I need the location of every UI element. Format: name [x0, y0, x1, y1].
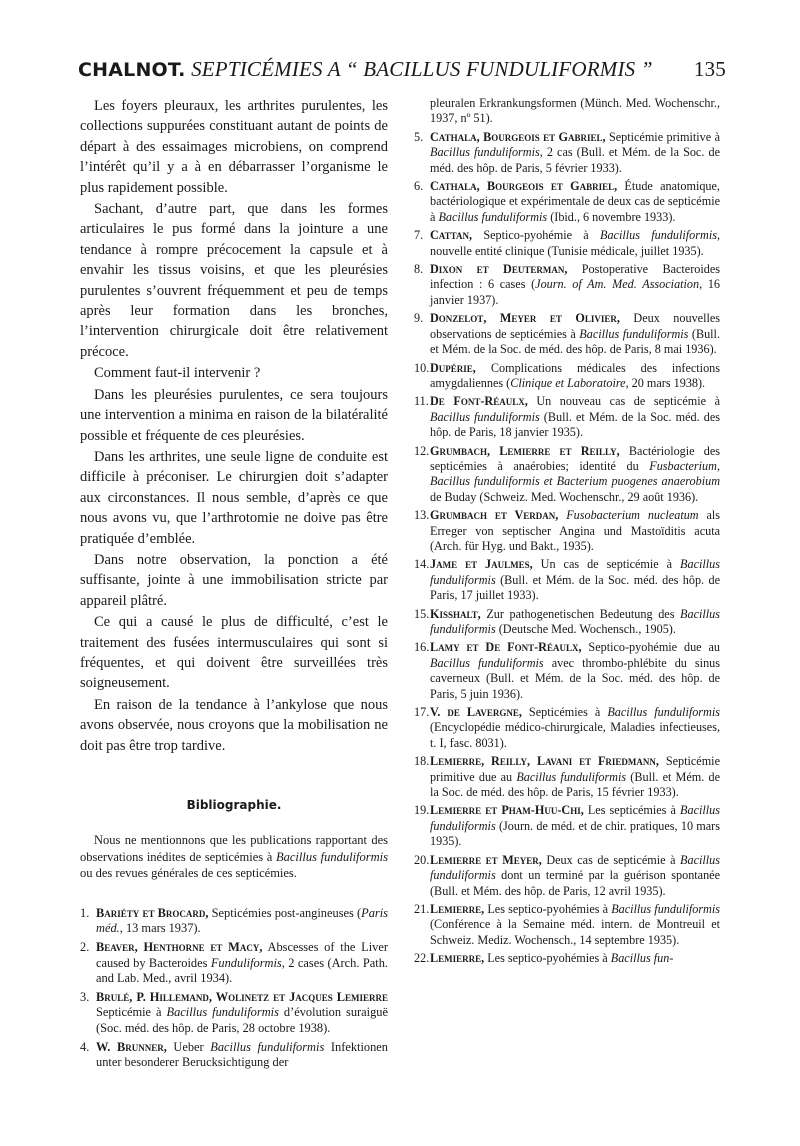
- reference-authors: Lemierre et Pham-Huu-Chi,: [430, 803, 584, 818]
- reference-text: (Bull. et Mém. de la Soc. de méd. des hôp. de Paris, 8 mai 1936).: [430, 326, 720, 357]
- reference-italic: Bacillus funduliformis: [600, 228, 717, 243]
- reference-text: Septicémie à: [96, 1005, 167, 1020]
- reference-item: [414, 444, 720, 506]
- reference-number: 2.: [80, 939, 90, 954]
- reference-text: , nouvelle entité clinique (Tunisie médicale, juillet 1935).: [430, 228, 720, 258]
- reference-authors: Dixon et Deuterman,: [430, 262, 568, 277]
- body-paragraph: Sachant, d’autre part, que dans les formes articulaires le pus formé dans la jointure a une tendance à rompre précocement la capsule et à envahir les tissus voisins, et que les pleurésies purulentes s’ouvrent fréquemment et peu de temps après leur formation dans les bronches, l’intervention chirurgicale doit être relativement précoce.: [80, 201, 388, 360]
- reference-number: 19.: [414, 803, 430, 818]
- reference-list-left: [80, 906, 388, 1071]
- reference-list-right: [414, 130, 720, 967]
- body-paragraph: Dans les pleurésies purulentes, ce sera toujours une intervention a minima en raison de la bilatéralité possible et fréquente de ces pleurésies.: [80, 386, 388, 444]
- reference-text: , 2 cases (Arch. Path. and Lab. Med., avril 1934).: [96, 955, 388, 986]
- reference-italic: Bacillus funduliformis: [607, 705, 720, 720]
- reference-text: , 13 mars 1937).: [119, 921, 201, 936]
- body-text: [80, 96, 388, 756]
- reference-text: Un cas de septicémie à: [532, 557, 681, 572]
- reference-number: 18.: [414, 754, 430, 769]
- reference-item: [414, 361, 720, 392]
- reference-text: Infektionen unter besonderer Berucksichtigung der: [96, 1039, 388, 1070]
- reference-text: Septicémies à: [521, 705, 608, 720]
- running-header: [78, 57, 726, 89]
- reference-text: Les septico-pyohémies à: [484, 951, 611, 966]
- reference-item: [414, 607, 720, 638]
- reference-authors: Cattan,: [430, 228, 473, 243]
- reference-authors: Grumbach et Verdan,: [430, 508, 559, 523]
- reference-italic: Bacillus funduliformis: [430, 655, 544, 670]
- reference-text: Bactériologie des septicémies à anaérobies; identité du: [430, 443, 720, 473]
- reference-text: (Encyclopédie médico-chirurgicale, Maladies infectieuses, t. I, fasc. 8031).: [430, 720, 720, 750]
- reference-number: 1.: [80, 905, 90, 920]
- reference-text: Les septico-pyohémies à: [484, 901, 612, 916]
- bibliography-heading: Bibliographie.: [186, 798, 282, 812]
- reference-number: 21.: [414, 901, 430, 916]
- reference-italic: Journ. of Am. Med. Association: [535, 277, 700, 292]
- reference-italic: Bacillus fun-: [610, 951, 674, 966]
- reference-number: 5.: [414, 129, 424, 144]
- reference-text: Septico-pyohémie à: [472, 228, 601, 243]
- reference-text: als Erreger von septischer Angina und Mastoïditis acuta (Arch. für Hyg. und Bakt., 1935).: [430, 508, 721, 553]
- reference-item: [414, 262, 720, 308]
- reference-italic: Clinique et Laboratoire: [510, 375, 626, 390]
- reference-text: Septicémie primitive due au: [430, 754, 720, 784]
- intro-text: Nous ne mentionnons que les publications rapportant des observations inédites de septicémies à: [80, 833, 388, 864]
- reference-item: [414, 853, 720, 899]
- reference-number: 8.: [414, 262, 424, 277]
- body-paragraph: Dans notre observation, la ponction a été suffisante, jointe à une immobilisation stricte par appareil plâtré.: [80, 551, 388, 609]
- reference-item: [414, 228, 720, 259]
- reference-text: (Deutsche Med. Wochensch., 1905).: [495, 622, 676, 636]
- reference-text: , 16 janvier 1937).: [430, 277, 721, 307]
- reference-authors: Beaver, Henthorne et Macy,: [96, 939, 263, 954]
- reference-authors: Bariéty et Brocard,: [96, 905, 209, 920]
- reference-item: [414, 179, 720, 225]
- reference-italic: Bacillus funduliformis: [430, 803, 720, 833]
- body-paragraph: En raison de la tendance à l’ankylose que nous avons observée, nous croyons que la mobilisation ne doit pas être trop tardive.: [80, 696, 388, 754]
- reference-number: 22.: [414, 951, 430, 966]
- reference-italic: Bacillus funduliformis: [611, 901, 720, 916]
- reference-number: 20.: [414, 852, 430, 867]
- reference-text: avec thrombo-phlébite du sinus caverneux (Bull. et Mém. de la Soc. méd. des hôp. de Paris, 5 juin 1936).: [430, 655, 720, 701]
- reference-text: Postoperative Bacteroides infection : 6 cases (: [430, 262, 720, 292]
- reference-authors: Lemierre,: [430, 951, 485, 966]
- reference-authors: Jame et Jaulmes,: [430, 557, 533, 572]
- reference-item: [414, 640, 720, 702]
- reference-authors: Cathala, Bourgeois et Gabriel,: [430, 129, 606, 144]
- reference-italic: Bacillus funduliformis: [430, 409, 540, 424]
- body-paragraph: Comment faut-il intervenir ?: [94, 365, 261, 382]
- reference-text: Les septicémies à: [583, 803, 681, 818]
- reference-italic: Fusbacterium, Bacillus funduliformis et Bacterium puogenes anaerobium: [430, 458, 720, 489]
- reference-text: [558, 508, 566, 522]
- reference-number: 16.: [414, 640, 430, 655]
- intro-italic: Bacillus funduliformis: [276, 849, 388, 864]
- reference-italic: Bacillus funduliformis: [166, 1005, 279, 1020]
- reference-italic: Bacillus funduliformis: [430, 606, 720, 636]
- reference-text: , 2 cas (Bull. et Mém. de la Soc. de méd. des hôp. de Paris, 5 février 1933).: [430, 145, 720, 175]
- reference-italic: Bacillus funduliformis: [579, 326, 689, 341]
- reference-item: [414, 803, 720, 849]
- reference-italic: Bacillus funduliformis: [430, 145, 540, 160]
- header-author: CHALNOT.: [78, 59, 186, 81]
- reference-text: (Bull. et Mém. de la Soc. de méd. des hôp. de Paris, 15 février 1933).: [430, 769, 720, 800]
- right-column: [414, 96, 720, 970]
- reference-authors: Lemierre et Meyer,: [430, 852, 542, 867]
- body-paragraph: Les foyers pleuraux, les arthrites purulentes, les collections suppurées constituant autant de points de départ à des essaimages microbiens, on comprend l’intérêt qu’il y a à en débarrasser l’organisme le plus rapidement possible.: [80, 98, 388, 196]
- intro-text: ou des revues générales de ces septicémies.: [80, 866, 297, 881]
- reference-number: 9.: [414, 311, 424, 326]
- reference-item: [80, 906, 388, 937]
- reference-number: 13.: [414, 508, 430, 523]
- reference-italic: Bacillus funduliformis: [430, 852, 720, 883]
- reference-authors: Brulé, P. Hillemand, Wolinetz et Jacques Lemierre: [96, 989, 388, 1004]
- reference-italic: Bacillus funduliformis: [430, 557, 720, 587]
- reference-text: Deux nouvelles observations de septicémies à: [430, 311, 721, 341]
- reference-number: 10.: [414, 360, 430, 375]
- reference-text: Zur pathogenetischen Bedeutung des: [480, 606, 681, 621]
- reference-item: [414, 394, 720, 440]
- reference-authors: V. de Lavergne,: [430, 705, 522, 720]
- reference-item: [414, 130, 720, 176]
- reference-number: 6.: [414, 179, 424, 194]
- reference-item: [414, 951, 720, 966]
- reference-text: Septicémies post-angineuses (: [208, 905, 362, 920]
- reference-italic: Fusobacterium nucleatum: [566, 508, 699, 523]
- reference-number: 4.: [80, 1039, 90, 1054]
- body-paragraph: Ce qui a causé le plus de difficulté, c’est le traitement des fusées intermusculaires qui sont si fréquentes, et qui doivent être surveillées très soigneusement.: [80, 614, 388, 692]
- reference-authors: Lemierre, Reilly, Lavani et Friedmann,: [430, 754, 659, 769]
- reference-text: Ueber: [166, 1039, 211, 1054]
- reference-item: [80, 990, 388, 1037]
- reference-italic: Funduliformis: [210, 955, 282, 970]
- reference-text: Complications médicales des infections amygdaliennes (: [430, 360, 720, 390]
- reference-authors: W. Brunner,: [96, 1039, 167, 1054]
- body-paragraph: Dans les arthrites, une seule ligne de conduite est difficile à préconiser. Le chirurgien doit s’adapter aux circonstances. Il nous semble, d’après ce que nous avons vu, que l’arthrotomie ne doive pas être pratiquée d’emblée.: [80, 448, 388, 547]
- reference-text: (Journ. de méd. et de chir. pratiques, 10 mars 1935).: [430, 818, 720, 849]
- reference-number: 14.: [414, 557, 430, 572]
- reference-text: d’évolution suraiguë (Soc. méd. des hôp. de Paris, 28 octobre 1938).: [96, 1005, 388, 1035]
- reference-text: Septico-pyohémie due au: [581, 640, 721, 655]
- reference-text: (Bull. et Mém. de la Soc. méd. des hôp. de Paris, 18 janvier 1935).: [430, 409, 720, 440]
- reference-continuation: pleuralen Erkrankungsformen (Münch. Med. Wochenschr., 1937, nº 51).: [430, 96, 720, 126]
- reference-item: [414, 311, 720, 357]
- reference-italic: Bacillus funduliformis: [210, 1039, 325, 1054]
- reference-italic: Bacillus funduliformis: [438, 209, 548, 224]
- reference-number: 15.: [414, 606, 430, 621]
- reference-authors: Kisshalt,: [430, 606, 481, 621]
- reference-item: [414, 754, 720, 800]
- reference-text: (Bull. et Mém. de la Soc. méd. des hôp. de Paris, 17 juillet 1933).: [430, 572, 720, 603]
- page-number: 135: [693, 57, 726, 81]
- reference-item: [414, 557, 720, 603]
- reference-italic: Paris méd.: [96, 905, 388, 936]
- reference-text: Abscesses of the Liver caused by Bacteroides: [96, 939, 388, 970]
- reference-text: Un nouveau cas de septicémie à: [527, 394, 720, 409]
- reference-authors: Cathala, Bourgeois et Gabriel,: [430, 179, 618, 194]
- reference-number: 17.: [414, 705, 430, 720]
- reference-authors: Lemierre,: [430, 901, 485, 916]
- reference-authors: Dupérie,: [430, 360, 476, 375]
- reference-text: de Buday (Schweiz. Med. Wochenschr., 29 août 1936).: [430, 489, 699, 504]
- reference-item: [80, 940, 388, 987]
- reference-number: 7.: [414, 228, 424, 243]
- left-column: [80, 96, 388, 1074]
- reference-authors: De Font-Réaulx,: [430, 394, 528, 409]
- reference-text: Septicémie primitive à: [605, 129, 720, 144]
- reference-item: [80, 1040, 388, 1071]
- reference-text: (Ibid., 6 novembre 1933).: [547, 209, 676, 224]
- reference-authors: Grumbach, Lemierre et Reilly,: [430, 443, 620, 458]
- reference-item: [414, 508, 720, 554]
- reference-item: [414, 902, 720, 948]
- reference-text: , 20 mars 1938).: [625, 375, 706, 390]
- reference-text: Deux cas de septicémie à: [541, 852, 681, 867]
- reference-italic: Bacillus funduliformis: [516, 769, 627, 784]
- reference-authors: Lamy et De Font-Réaulx,: [430, 640, 582, 655]
- bibliography-intro: [80, 832, 388, 882]
- reference-text: Étude anatomique, bactériologique et expérimentale de deux cas de septicémie à: [430, 179, 720, 224]
- header-title: SEPTICÉMIES A “ BACILLUS FUNDULIFORMIS ”: [191, 57, 653, 81]
- reference-authors: Donzelot, Meyer et Olivier,: [430, 311, 620, 326]
- reference-number: 11.: [414, 394, 429, 409]
- reference-number: 3.: [80, 989, 90, 1004]
- reference-item: [414, 705, 720, 751]
- reference-text: dont un terminé par la guérison spontanée (Bull. et Mém. des hôp. de Paris, 12 avril 1935).: [430, 868, 720, 898]
- reference-text: (Conférence à la Semaine méd. intern. de Montreuil et Schweiz. Mediz. Wochensch., 14 septembre 1935).: [430, 917, 720, 947]
- reference-number: 12.: [414, 443, 430, 458]
